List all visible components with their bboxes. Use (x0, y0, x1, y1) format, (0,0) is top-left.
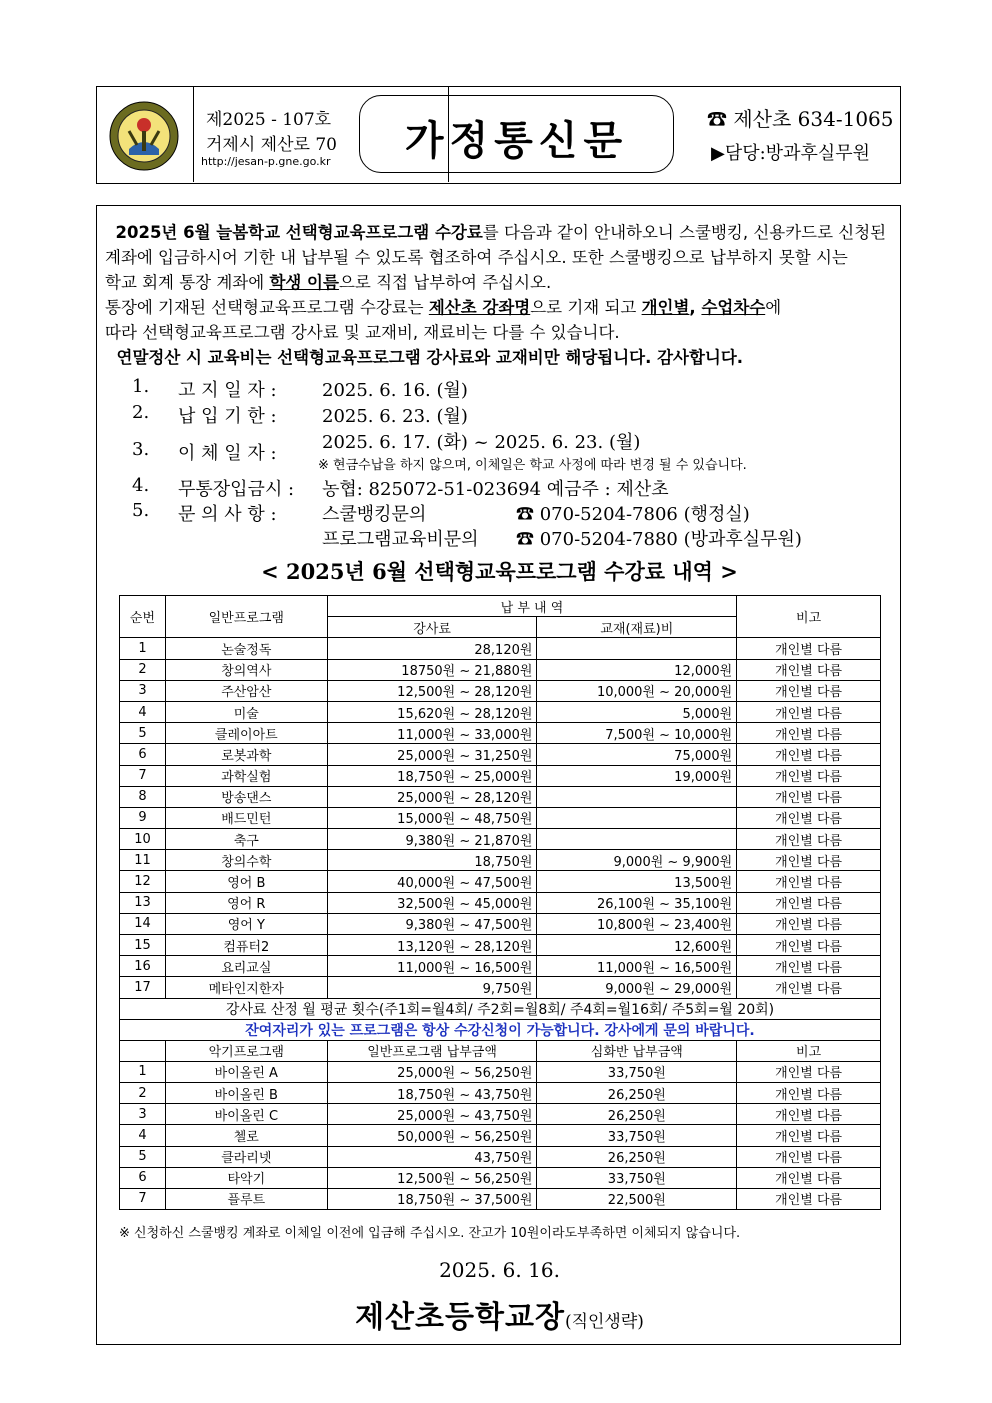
row-note: 개인별 다름 (737, 1167, 881, 1188)
row-material-fee (537, 829, 737, 850)
table-row (120, 1125, 881, 1146)
row-program-name: 영어 B (165, 871, 327, 892)
row-number: 8 (120, 786, 166, 807)
row-material-fee (537, 786, 737, 807)
col-note: 비고 (737, 596, 881, 638)
music-header-row (120, 1040, 881, 1061)
title-box (359, 95, 674, 173)
row-note: 개인별 다름 (737, 1082, 881, 1103)
row-number: 12 (120, 871, 166, 892)
vacancy-note-row (120, 1019, 881, 1040)
table-row (120, 871, 881, 892)
row-program-name: 창의역사 (165, 659, 327, 680)
row-general-amount: 50,000원 ~ 56,250원 (327, 1125, 537, 1146)
intro-line5: 따라 선택형교육프로그램 강사료 및 교재비, 재료비는 다를 수 있습니다. (105, 323, 620, 342)
row-number: 5 (120, 1146, 166, 1167)
contact-info (679, 87, 899, 182)
issue-date: 2025. 6. 16. (439, 1258, 560, 1282)
col-material-fee: 교재(재료)비 (537, 617, 737, 638)
row-advanced-amount: 26,250원 (537, 1082, 737, 1103)
row-number: 1 (120, 1061, 166, 1082)
row-advanced-amount: 26,250원 (537, 1146, 737, 1167)
row-general-amount: 12,500원 ~ 56,250원 (327, 1167, 537, 1188)
letter-header (96, 86, 901, 184)
row-note: 개인별 다름 (737, 977, 881, 998)
row-material-fee: 13,500원 (537, 871, 737, 892)
row-number: 16 (120, 956, 166, 977)
course-name-emphasis: 제산초 강좌명 (428, 298, 531, 317)
row-instructor-fee: 9,750원 (327, 977, 537, 998)
row-instructor-fee: 40,000원 ~ 47,500원 (327, 871, 537, 892)
row-number: 7 (120, 765, 166, 786)
row-note: 개인별 다름 (737, 744, 881, 765)
school-address: 거제시 제산로 70 (206, 135, 337, 155)
intro-paragraph (105, 220, 895, 370)
row-note: 개인별 다름 (737, 723, 881, 744)
col-instructor-fee: 강사료 (327, 617, 537, 638)
row-note: 개인별 다름 (737, 659, 881, 680)
table-row (120, 1061, 881, 1082)
row-number: 7 (120, 1188, 166, 1209)
table-row (120, 913, 881, 934)
row-number: 5 (120, 723, 166, 744)
row-material-fee (537, 638, 737, 659)
table-row (120, 807, 881, 828)
table-row (120, 1104, 881, 1125)
row-advanced-amount: 22,500원 (537, 1188, 737, 1209)
row-instructor-fee: 12,500원 ~ 28,120원 (327, 680, 537, 701)
row-number: 17 (120, 977, 166, 998)
intro-line4c: 으로 기재 되고 (530, 298, 642, 317)
row-note: 개인별 다름 (737, 1061, 881, 1082)
row-number: 10 (120, 829, 166, 850)
issue-number: 제2025 - 107호 (206, 110, 332, 130)
row-program-name: 창의수학 (165, 850, 327, 871)
row-instructor-fee: 11,000원 ~ 16,500원 (327, 956, 537, 977)
intro-line2: 계좌에 입금하시어 기한 내 납부될 수 있도록 협조하여 주십시오. 또한 스쿨뱅킹으로 납부하지 못할 시는 (105, 248, 848, 267)
intro-line6: 연말정산 시 교육비는 선택형교육프로그램 강사료와 교재비만 해당됩니다. 감사합니다. (116, 348, 744, 367)
row-program-name: 메타인지한자 (165, 977, 327, 998)
school-logo-icon (109, 101, 179, 171)
row-instructor-fee: 11,000원 ~ 33,000원 (327, 723, 537, 744)
col-music-note: 비고 (737, 1040, 881, 1061)
row-program-name: 미술 (165, 701, 327, 722)
row-instructor-fee: 9,380원 ~ 47,500원 (327, 913, 537, 934)
row-general-amount: 43,750원 (327, 1146, 537, 1167)
row-program-name: 로봇과학 (165, 744, 327, 765)
table-row (120, 1188, 881, 1209)
footnote: ※ 신청하신 스쿨뱅킹 계좌로 이체일 이전에 입금해 주십시오. 잔고가 10원이라도부족하면 이체되지 않습니다. (119, 1226, 741, 1241)
col-music-program: 악기프로그램 (165, 1040, 327, 1061)
row-program-name: 배드민턴 (165, 807, 327, 828)
row-material-fee: 10,000원 ~ 20,000원 (537, 680, 737, 701)
table-row (120, 680, 881, 701)
row-instructor-fee: 28,120원 (327, 638, 537, 659)
row-instrument-name: 바이올린 C (165, 1104, 327, 1125)
row-number: 3 (120, 680, 166, 701)
row-number: 2 (120, 659, 166, 680)
row-program-name: 주산암산 (165, 680, 327, 701)
individual-emphasis: 개인별 (641, 298, 690, 317)
row-note: 개인별 다름 (737, 1146, 881, 1167)
row-number: 9 (120, 807, 166, 828)
col-general-amount: 일반프로그램 납부금액 (327, 1040, 537, 1061)
row-material-fee: 5,000원 (537, 701, 737, 722)
row-material-fee: 12,000원 (537, 659, 737, 680)
row-material-fee: 7,500원 ~ 10,000원 (537, 723, 737, 744)
row-instrument-name: 클라리넷 (165, 1146, 327, 1167)
intro-line4a: 통장에 기재된 선택형교육프로그램 수강료는 (105, 298, 429, 317)
row-general-amount: 25,000원 ~ 56,250원 (327, 1061, 537, 1082)
table-row (120, 744, 881, 765)
row-number: 14 (120, 913, 166, 934)
row-program-name: 클레이아트 (165, 723, 327, 744)
row-advanced-amount: 33,750원 (537, 1125, 737, 1146)
row-general-amount: 18,750원 ~ 43,750원 (327, 1082, 537, 1103)
row-note: 개인별 다름 (737, 829, 881, 850)
table-row (120, 956, 881, 977)
table-row (120, 786, 881, 807)
row-number: 4 (120, 701, 166, 722)
row-instructor-fee: 15,000원 ~ 48,750원 (327, 807, 537, 828)
row-note: 개인별 다름 (737, 1188, 881, 1209)
row-program-name: 축구 (165, 829, 327, 850)
page-title: 가정통신문 (404, 118, 629, 164)
intro-line3c: 으로 직접 납부하여 주십시오. (338, 273, 552, 292)
music-rows (120, 1061, 881, 1209)
row-instructor-fee: 18,750원 (327, 850, 537, 871)
col-advanced-amount: 심화반 납부금액 (537, 1040, 737, 1061)
row-note: 개인별 다름 (737, 1104, 881, 1125)
row-note: 개인별 다름 (737, 913, 881, 934)
row-program-name: 컴퓨터2 (165, 935, 327, 956)
average-note: 강사료 산정 월 평균 횟수(주1회=월4회/ 주2회=월8회/ 주4회=월16회/ 주5회=월 20회) (120, 998, 881, 1019)
row-note: 개인별 다름 (737, 1125, 881, 1146)
table-row (120, 659, 881, 680)
table-title: < 2025년 6월 선택형교육프로그램 수강료 내역 > (261, 559, 738, 584)
row-note: 개인별 다름 (737, 786, 881, 807)
row-material-fee: 19,000원 (537, 765, 737, 786)
row-number: 2 (120, 1082, 166, 1103)
table-row (120, 829, 881, 850)
row-instrument-name: 첼로 (165, 1125, 327, 1146)
row-note: 개인별 다름 (737, 871, 881, 892)
row-number: 11 (120, 850, 166, 871)
row-advanced-amount: 26,250원 (537, 1104, 737, 1125)
table-row (120, 892, 881, 913)
row-number: 6 (120, 1167, 166, 1188)
row-note: 개인별 다름 (737, 638, 881, 659)
row-number: 13 (120, 892, 166, 913)
row-number: 4 (120, 1125, 166, 1146)
row-program-name: 요리교실 (165, 956, 327, 977)
intro-line4g: 에 (765, 298, 782, 317)
row-note: 개인별 다름 (737, 935, 881, 956)
average-note-row (120, 998, 881, 1019)
letter-body: 2025년 6월 늘봄학교 선택형교육프로그램 수강료를 다음과 같이 안내하오니 스쿨뱅킹, 신용카드로 신청된 계좌에 입금하시어 기한 내 납부될 수 있도록 협조하여 주십시오. 또한 스쿨뱅킹으로 납부하지 못할 시는 학교 회계 통장 계좌에 학생 이름으로 직접 납부하여 주십시오. 통장에 기재된 선택형교육프로그램 수강료는 제산초 강좌명으로 기재 되고 개인별, 수업차수에 따라 선택형교육프로그램 강사료 및 교재비, 재료비는 다를 수 있습니다. 연말정산 시 교육비는 선택형교육프로그램 강사료와 교재비만 해당됩니다. 감사합니다. 1. 고 지 일 자 : 2025. 6. 16. (월) 2. 납 입 기 한 : 2025. 6. 23. (월) 2025. 6. 17. (화) ~ 2025. 6. 23. (월) 3. 이 체 일 자 : ※ 현금수납을 하지 않으며, 이체일은 학교 사정에 따라 변경 될 수 있습니다. 4. 무통장입금시 : 농협: 825072-51-023694 예금주 : 제산초 5. 문 의 사 항 : 스쿨뱅킹문의 ☎ 070-5204-7806 (행정실) 프로그램교육비문의 ☎ 070-5204-7880 (방과후실무원) < 2025년 6월 선택형교육프로그램 수강료 내역 > 순번 일반프로그램 납 부 내 역 비고 강사료 교재(재료)비 1 논술정독 28,120원 개인별 다름 2 창의역사 18750원 ~ 21,880원 12,000원 개인별 다름 3 주산암산 12,500원 ~ 28,120원 10,000원 ~ 20,000원 개인별 다름 4 미술 15,620원 ~ 28,120원 5,000원 개인별 다름 5 클레이아트 11,000원 ~ 33,000원 7,500원 ~ 10,000원 개인별 다름 6 로봇과학 25,000원 ~ 31,250원 75,000원 개인별 다름 7 과학실험 18,750원 ~ 25,000원 19,000원 개인별 다름 8 방송댄스 25,000원 ~ 28,120원 개인별 다름 9 배드민턴 15,000원 ~ 48,750원 개인별 다름 10 축구 9,380원 ~ 21,870원 개인별 다름 11 창의수학 18,750원 9,000원 ~ 9,900원 개인별 다름 12 영어 B 40,000원 ~ 47,500원 13,500원 개인별 다름 13 영어 R 32,500원 ~ 45,000원 26,100원 ~ 35,100원 개인별 다름 14 영어 Y 9,380원 ~ 47,500원 10,800원 ~ 23,400원 개인별 다름 15 컴퓨터2 13,120원 ~ 28,120원 12,600원 개인별 다름 16 요리교실 11,000원 ~ 16,500원 11,000원 ~ 16,500원 개인별 다름 17 메타인지한자 9,750원 9,000원 ~ 29,000원 개인별 다름 강사료 산정 월 평균 횟수(주1회=월4회/ 주2회=월8회/ 주4회=월16회/ 주5회=월 20회) 잔여자리가 있는 프로그램은 항상 수강신청이 가능합니다. 강사에게 문의 바랍니다. 악기프로그램 일반프로그램 납부금액 심화반 납부금액 비고 1 바이올린 A 25,000원 ~ 56,250원 33,750원 개인별 다름 2 바이올린 B 18,750원 ~ 43,750원 26,250원 개인별 다름 3 바이올린 C 25,000원 ~ 43,750원 26,250원 개인별 다름 4 첼로 50,000원 ~ 56,250원 33,750원 개인별 다름 5 클라리넷 43,750원 26,250원 개인별 다름 6 타악기 12,500원 ~ 56,250원 33,750원 개인별 다름 7 플루트 18,750원 ~ 37,500원 22,500원 개인별 다름 ※ 신청하신 스쿨뱅킹 계좌로 이체일 이전에 입금해 주십시오. 잔고가 10원이라도부족하면 이체되지 않습니다. 2025. 6. 16. 제산초등학교장(직인생략) (96, 205, 901, 1345)
row-note: 개인별 다름 (737, 765, 881, 786)
row-instructor-fee: 25,000원 ~ 28,120원 (327, 786, 537, 807)
row-number: 1 (120, 638, 166, 659)
row-advanced-amount: 33,750원 (537, 1061, 737, 1082)
student-name-emphasis: 학생 이름 (269, 273, 339, 292)
row-note: 개인별 다름 (737, 680, 881, 701)
table-row (120, 638, 881, 659)
principal-signature (97, 1292, 902, 1336)
row-instrument-name: 바이올린 B (165, 1082, 327, 1103)
principal-name: 제산초등학교장 (355, 1300, 565, 1335)
row-material-fee: 12,600원 (537, 935, 737, 956)
row-instrument-name: 플루트 (165, 1188, 327, 1209)
row-number: 3 (120, 1104, 166, 1125)
general-rows (120, 638, 881, 998)
table-row (120, 850, 881, 871)
row-number: 6 (120, 744, 166, 765)
fee-table (119, 595, 881, 1210)
row-program-name: 영어 Y (165, 913, 327, 934)
col-payment: 납 부 내 역 (327, 596, 737, 617)
row-instructor-fee: 18750원 ~ 21,880원 (327, 659, 537, 680)
row-material-fee: 9,000원 ~ 29,000원 (537, 977, 737, 998)
row-note: 개인별 다름 (737, 956, 881, 977)
row-note: 개인별 다름 (737, 701, 881, 722)
intro-comma: , (689, 298, 702, 317)
row-material-fee: 26,100원 ~ 35,100원 (537, 892, 737, 913)
table-row (120, 723, 881, 744)
row-general-amount: 18,750원 ~ 37,500원 (327, 1188, 537, 1209)
row-material-fee: 10,800원 ~ 23,400원 (537, 913, 737, 934)
manager-info: ▶담당:방과후실무원 (711, 143, 871, 164)
table-row (120, 935, 881, 956)
row-note: 개인별 다름 (737, 850, 881, 871)
vacancy-note: 잔여자리가 있는 프로그램은 항상 수강신청이 가능합니다. 강사에게 문의 바랍니다. (120, 1019, 881, 1040)
row-program-name: 논술정독 (165, 638, 327, 659)
row-program-name: 영어 R (165, 892, 327, 913)
seal-omitted-note: (직인생략) (564, 1312, 644, 1332)
intro-line1: 를 다음과 같이 안내하오니 스쿨뱅킹, 신용카드로 신청된 (482, 223, 887, 242)
col-program: 일반프로그램 (165, 596, 327, 638)
table-row (120, 701, 881, 722)
row-instructor-fee: 18,750원 ~ 25,000원 (327, 765, 537, 786)
row-instrument-name: 바이올린 A (165, 1061, 327, 1082)
school-url[interactable]: http://jesan-p.gne.go.kr (201, 155, 331, 168)
session-emphasis: 수업차수 (701, 298, 766, 317)
intro-highlight: 2025년 6월 늘봄학교 선택형교육프로그램 수강료 (115, 223, 483, 242)
row-advanced-amount: 33,750원 (537, 1167, 737, 1188)
row-material-fee: 75,000원 (537, 744, 737, 765)
table-row (120, 765, 881, 786)
row-instructor-fee: 32,500원 ~ 45,000원 (327, 892, 537, 913)
row-program-name: 방송댄스 (165, 786, 327, 807)
row-instrument-name: 타악기 (165, 1167, 327, 1188)
row-number: 15 (120, 935, 166, 956)
row-general-amount: 25,000원 ~ 43,750원 (327, 1104, 537, 1125)
row-instructor-fee: 15,620원 ~ 28,120원 (327, 701, 537, 722)
row-program-name: 과학실험 (165, 765, 327, 786)
row-note: 개인별 다름 (737, 807, 881, 828)
row-instructor-fee: 25,000원 ~ 31,250원 (327, 744, 537, 765)
intro-line3a: 학교 회계 통장 계좌에 (105, 273, 270, 292)
school-phone: ☎ 제산초 634-1065 (707, 107, 894, 131)
row-instructor-fee: 13,120원 ~ 28,120원 (327, 935, 537, 956)
row-material-fee (537, 807, 737, 828)
row-instructor-fee: 9,380원 ~ 21,870원 (327, 829, 537, 850)
table-row (120, 977, 881, 998)
table-row (120, 1167, 881, 1188)
logo-cell (97, 87, 194, 182)
table-row (120, 1146, 881, 1167)
row-note: 개인별 다름 (737, 892, 881, 913)
col-number: 순번 (120, 596, 166, 638)
table-row (120, 1082, 881, 1103)
row-material-fee: 11,000원 ~ 16,500원 (537, 956, 737, 977)
row-material-fee: 9,000원 ~ 9,900원 (537, 850, 737, 871)
